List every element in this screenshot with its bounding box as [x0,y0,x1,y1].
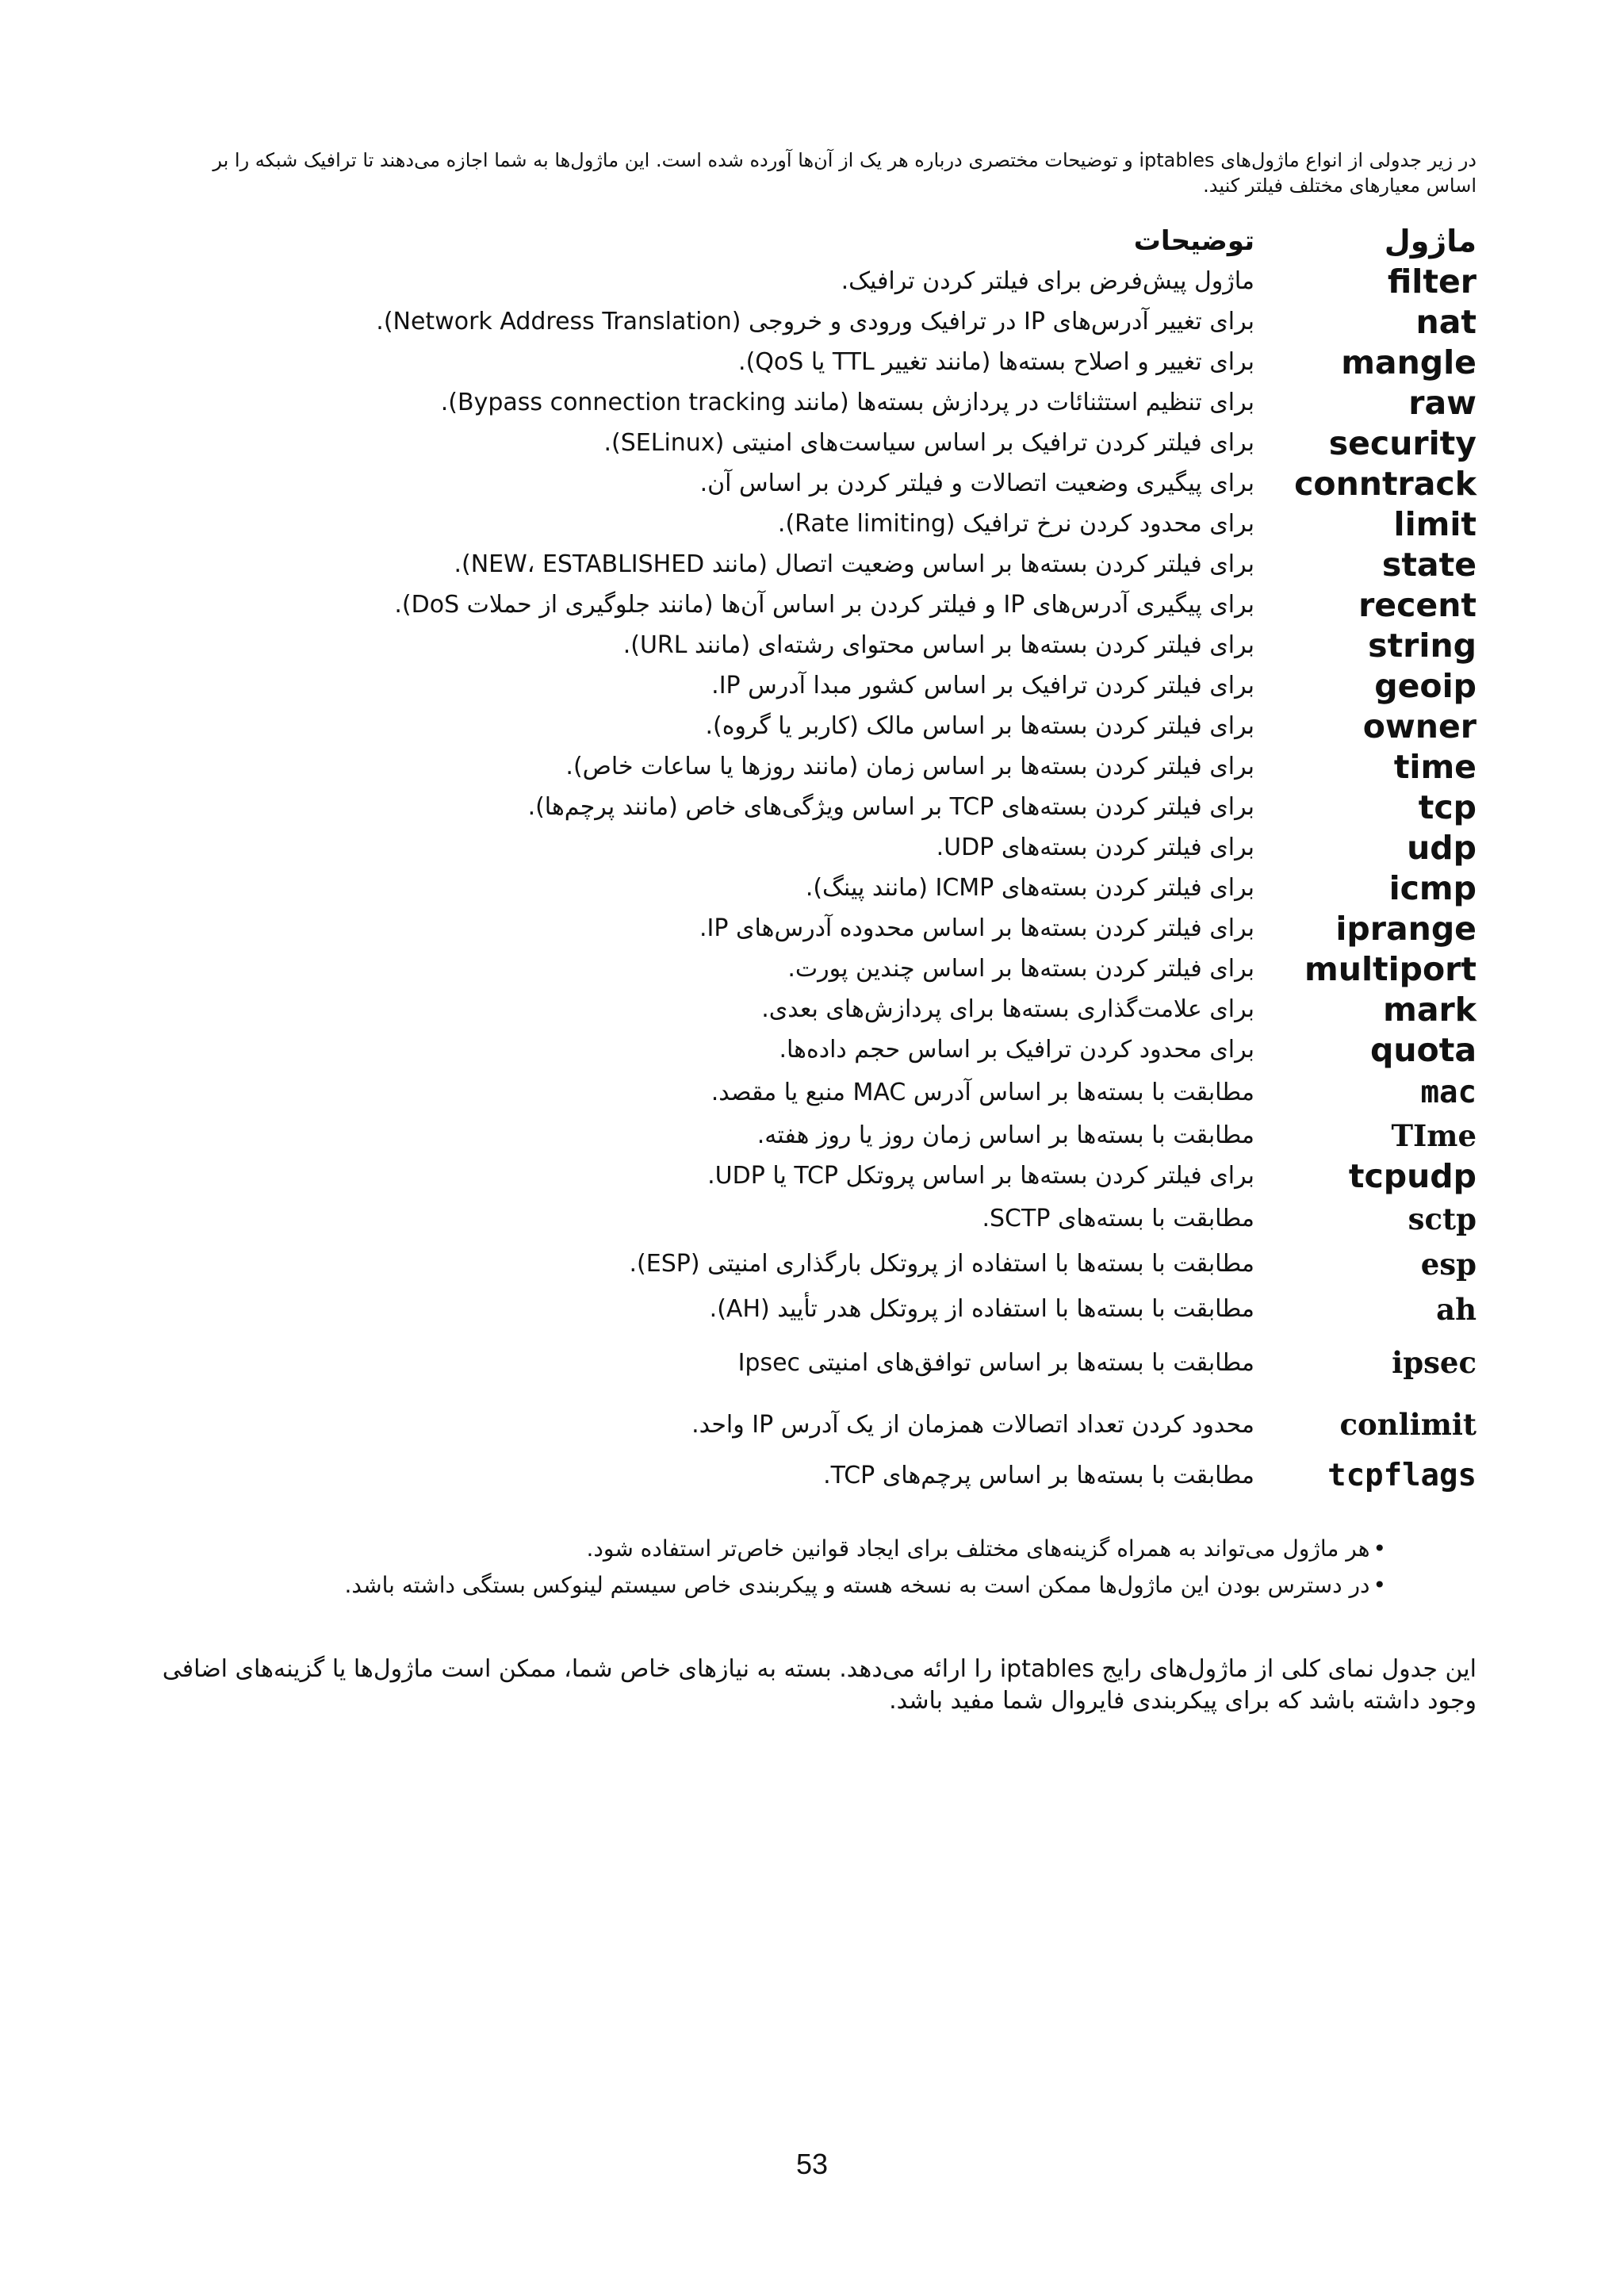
module-description: ماژول پیش‌فرض برای فیلتر کردن ترافیک. [841,267,1254,295]
module-name: mark [1383,990,1477,1029]
summary-paragraph: این جدول نمای کلی از ماژول‌های رایج iptables را ارائه می‌دهد. بسته به نیازهای خاص شما، ممکن است ماژول‌ها یا گزینه‌های اضافی وجود داشته باشد که برای پیکربندی فایروال شما مفید باشد. [162,1655,1477,1715]
module-name: raw [1408,383,1477,422]
module-description: برای محدود کردن ترافیک بر اساس حجم داده‌ها. [779,1036,1254,1064]
table-row [160,827,1477,868]
table-row [160,1455,1477,1496]
module-name: tcp [1418,788,1477,826]
module-description: برای فیلتر کردن بسته‌ها بر اساس پروتکل TCP یا UDP. [707,1162,1254,1190]
module-name: conntrack [1294,464,1477,503]
note-text: در دسترس بودن این ماژول‌ها ممکن است به نسخه هسته و پیکربندی خاص سیستم لینوکس بستگی داشته باشد. [344,1572,1370,1598]
table-row [160,1029,1477,1070]
table-row [160,382,1477,423]
module-description: مطابقت با بسته‌ها بر اساس آدرس MAC منبع یا مقصد. [710,1079,1254,1106]
table-row [160,261,1477,301]
table-row [160,1070,1477,1115]
module-name: time [1393,747,1477,786]
module-name: icmp [1388,868,1477,907]
bullet-icon: • [1373,1572,1386,1598]
module-description: برای فیلتر کردن بسته‌های ICMP (مانند پینگ). [805,874,1254,902]
module-name: owner [1362,707,1477,746]
module-name: multiport [1304,949,1477,988]
module-name: ah [1436,1291,1477,1327]
module-description: مطابقت با بسته‌های SCTP. [982,1205,1254,1232]
table-row [160,342,1477,382]
module-description: مطابقت با بسته‌ها با استفاده از پروتکل بارگذاری امنیتی (ESP). [629,1250,1254,1278]
modules-table [160,220,1477,1496]
table-row [160,949,1477,989]
table-row [160,463,1477,504]
table-row [160,1286,1477,1332]
module-description: برای فیلتر کردن بسته‌ها بر اساس محدوده آدرس‌های IP. [699,914,1254,942]
module-description: برای فیلتر کردن بسته‌ها بر اساس مالک (کاربر یا گروه). [705,712,1254,740]
module-description: برای تغییر و اصلاح بسته‌ها (مانند تغییر TTL یا QoS). [738,348,1254,376]
note-text: هر ماژول می‌تواند به همراه گزینه‌های مختلف برای ایجاد قوانین خاص‌تر استفاده شود. [586,1535,1370,1562]
module-description: برای فیلتر کردن بسته‌های TCP بر اساس ویژگی‌های خاص (مانند پرچم‌ها). [527,793,1254,821]
module-name: string [1368,626,1477,665]
module-name: conlimit [1339,1407,1477,1442]
table-row [160,544,1477,585]
module-description: مطابقت با بسته‌ها بر اساس زمان روز یا روز هفته. [756,1121,1254,1149]
module-description: مطابقت با بسته‌ها بر اساس پرچم‌های TCP. [823,1462,1254,1489]
module-name: recent [1358,585,1477,624]
table-row [160,746,1477,787]
module-name: tcpudp [1348,1156,1477,1195]
module-name: nat [1415,302,1477,341]
table-row [160,301,1477,342]
table-row [160,665,1477,706]
table-row [160,1156,1477,1196]
module-name: tcpflags [1327,1458,1477,1493]
module-name: esp [1420,1246,1477,1282]
module-name: mangle [1341,343,1477,381]
module-name: security [1328,424,1477,462]
module-description: برای فیلتر کردن ترافیک بر اساس سیاست‌های امنیتی (SELinux). [603,429,1254,457]
module-name: limit [1393,504,1477,543]
table-row [160,504,1477,544]
module-description: برای علامت‌گذاری بسته‌ها برای پردازش‌های بعدی. [761,995,1254,1023]
module-description: برای فیلتر کردن ترافیک بر اساس کشور مبدا آدرس IP. [711,672,1254,700]
table-row [160,706,1477,746]
module-description: برای پیگیری وضعیت اتصالات و فیلتر کردن بر اساس آن. [699,470,1254,497]
table-row [160,625,1477,665]
module-description: برای محدود کردن نرخ ترافیک (Rate limiting). [777,510,1254,538]
table-row [160,1393,1477,1455]
module-name: filter [1387,262,1477,301]
table-row [160,868,1477,908]
header-description: توضیحات [1133,224,1254,257]
module-name: ipsec [1392,1345,1477,1380]
module-description: برای فیلتر کردن بسته‌ها بر اساس زمان (مانند روزها یا ساعات خاص). [565,753,1254,780]
module-description: مطابقت با بسته‌ها با استفاده از پروتکل هدر تأیید (AH). [709,1295,1254,1323]
table-row [160,908,1477,949]
module-description: مطابقت با بسته‌ها بر اساس توافق‌های امنیتی Ipsec [737,1348,1254,1377]
module-name: geoip [1374,666,1477,705]
module-description: برای فیلتر کردن بسته‌ها بر اساس وضعیت اتصال (مانند NEW، ESTABLISHED). [454,550,1254,578]
module-name: udp [1407,828,1477,867]
module-name: TIme [1391,1117,1477,1153]
table-row [160,1241,1477,1286]
table-row [160,423,1477,463]
table-row [160,787,1477,827]
page-number: 53 [795,2148,829,2180]
module-description: برای تنظیم استثنائات در پردازش بسته‌ها (مانند Bypass connection tracking). [440,389,1254,416]
module-name: iprange [1335,909,1477,948]
module-description: برای فیلتر کردن بسته‌ها بر اساس چندین پورت. [787,955,1254,983]
module-description: برای فیلتر کردن بسته‌های UDP. [936,834,1254,861]
module-description: برای تغییر آدرس‌های IP در ترافیک ورودی و خروجی (Network Address Translation). [376,308,1254,335]
list-item [197,1531,1386,1567]
module-name: sctp [1408,1201,1477,1236]
table-row [160,989,1477,1029]
module-name: mac [1420,1075,1477,1110]
notes-list [197,1531,1386,1604]
module-name: state [1381,545,1477,584]
intro-paragraph: در زیر جدولی از انواع ماژول‌های iptables و توضیحات مختصری درباره هر یک از آن‌ها آورده شده است. این ماژول‌ها به شما اجازه می‌دهند تا ترافیک شبکه را بر اساس معیارهای مختلف فیلتر کنید. [213,149,1477,197]
module-description: محدود کردن تعداد اتصالات همزمان از یک آدرس IP واحد. [691,1410,1254,1439]
table-header [160,220,1477,261]
header-module: ماژول [1384,223,1477,259]
bullet-icon: • [1373,1535,1386,1562]
table-row [160,1332,1477,1393]
table-row [160,1115,1477,1156]
list-item [197,1567,1386,1604]
table-row [160,1196,1477,1241]
module-name: quota [1370,1030,1477,1069]
module-description: برای پیگیری آدرس‌های IP و فیلتر کردن بر اساس آن‌ها (مانند جلوگیری از حملات DoS). [394,591,1254,619]
module-description: برای فیلتر کردن بسته‌ها بر اساس محتوای رشته‌ای (مانند URL). [622,631,1254,659]
table-row [160,585,1477,625]
